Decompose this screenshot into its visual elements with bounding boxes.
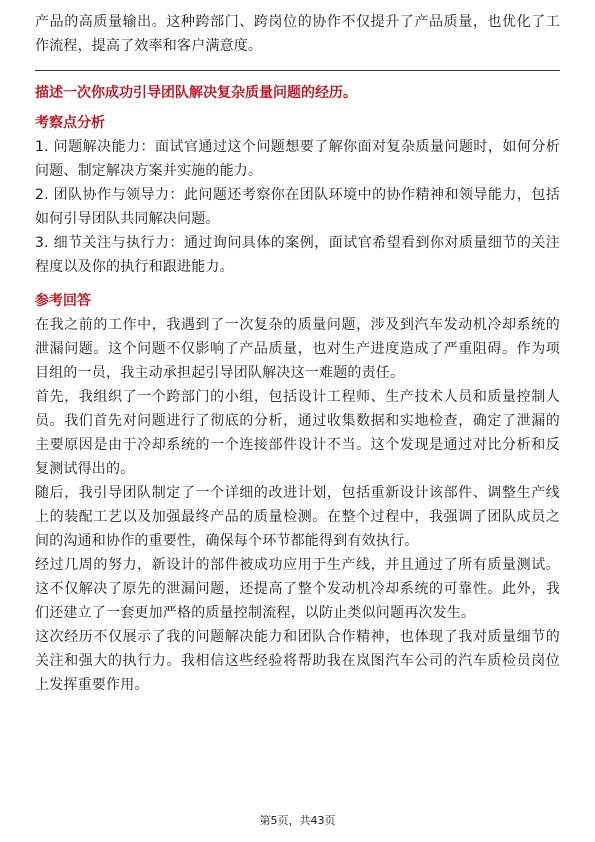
document-page — [35, 10, 560, 697]
analysis-point: 3. 细节关注与执行力：通过询问具体的案例，面试官希望看到你对质量细节的关注程度以及你的执行和跟进能力。 — [35, 235, 560, 275]
intro-paragraph: 产品的高质量输出。这种跨部门、跨岗位的协作不仅提升了产品质量，也优化了工作流程，提高了效率和客户满意度。 — [35, 14, 560, 54]
page-footer: 第5页，共43页 — [259, 814, 336, 827]
interview-question: 描述一次你成功引导团队解决复杂质量问题的经历。 — [35, 85, 357, 101]
analysis-point: 1. 问题解决能力：面试官通过这个问题想要了解你面对复杂质量问题时，如何分析问题、制定解决方案并实施的能力。 — [35, 139, 560, 179]
answer-paragraph: 经过几周的努力，新设计的部件被成功应用于生产线，并且通过了所有质量测试。这不仅解决了原先的泄漏问题，还提高了整个发动机冷却系统的可靠性。此外，我们还建立了一套更加严格的质量控制流程，以防止类似问题再次发生。 — [35, 557, 560, 621]
answer-paragraph: 在我之前的工作中，我遇到了一次复杂的质量问题，涉及到汽车发动机冷却系统的泄漏问题。这个问题不仅影响了产品质量，也对生产进度造成了严重阻碍。作为项目组的一员，我主动承担起引导团队解决这一难题的责任。 — [35, 317, 560, 381]
analysis-point: 2. 团队协作与领导力：此问题还考察你在团队环境中的协作精神和领导能力，包括如何引导团队共同解决问题。 — [35, 187, 560, 227]
section-divider — [35, 70, 560, 71]
answer-heading: 参考回答 — [35, 293, 91, 309]
answer-paragraph: 随后，我引导团队制定了一个详细的改进计划，包括重新设计该部件、调整生产线上的装配工艺以及加强最终产品的质量检测。在整个过程中，我强调了团队成员之间的沟通和协作的重要性，确保每个环节都能得到有效执行。 — [35, 485, 560, 549]
analysis-heading: 考察点分析 — [35, 115, 105, 131]
answer-paragraph: 首先，我组织了一个跨部门的小组，包括设计工程师、生产技术人员和质量控制人员。我们首先对问题进行了彻底的分析，通过收集数据和实地检查，确定了泄漏的主要原因是由于冷却系统的一个连接部件设计不当。这个发现是通过对比分析和反复测试得出的。 — [35, 389, 560, 477]
answer-paragraph: 这次经历不仅展示了我的问题解决能力和团队合作精神，也体现了我对质量细节的关注和强大的执行力。我相信这些经验将帮助我在岚图汽车公司的汽车质检员岗位上发挥重要作用。 — [35, 629, 560, 693]
